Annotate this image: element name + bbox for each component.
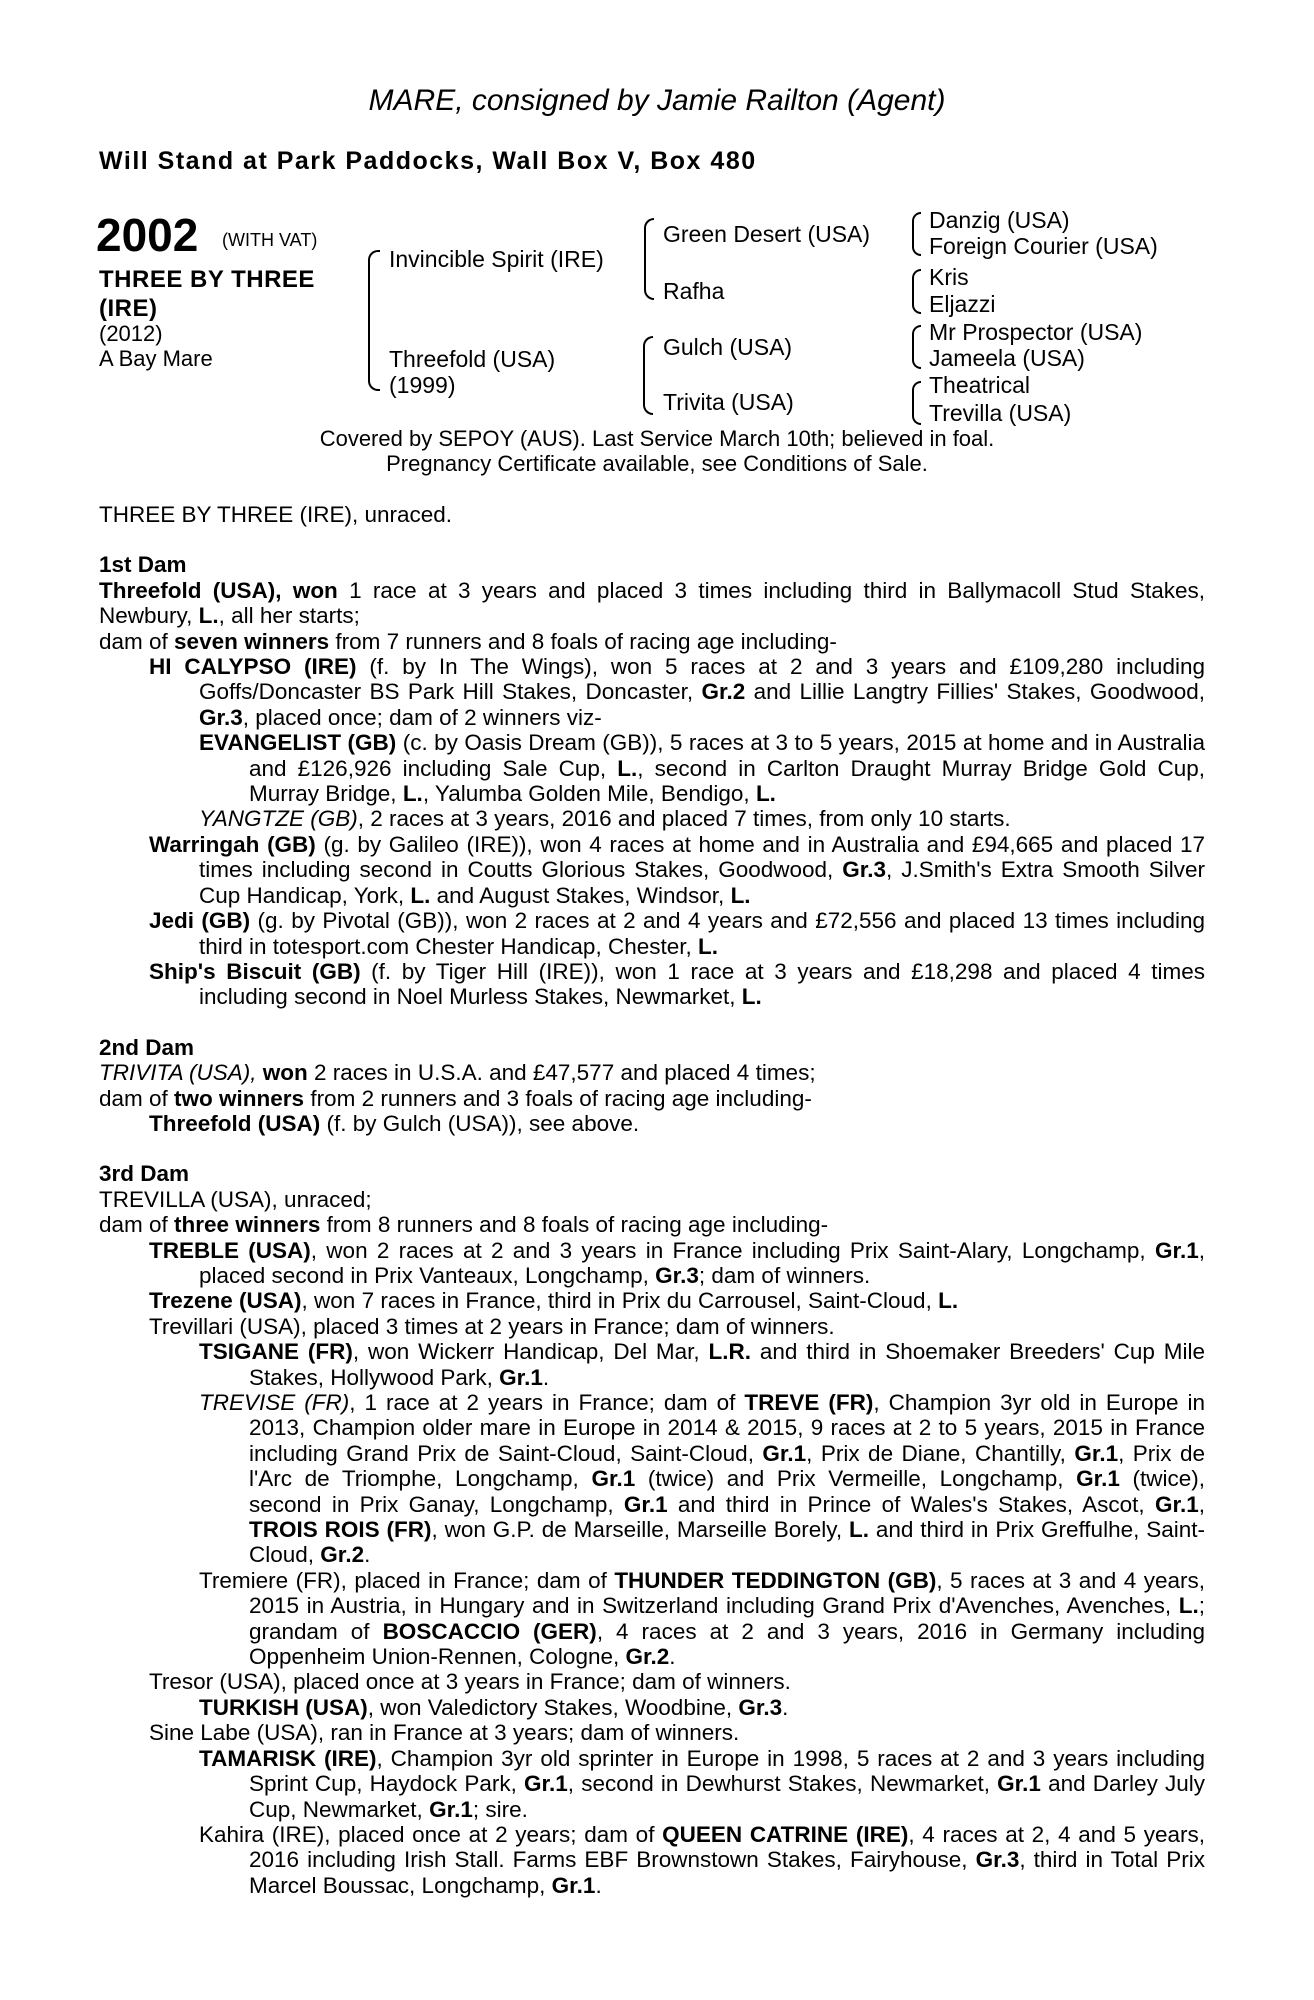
horse-year: (2012) [99, 321, 163, 346]
second-dam-produce: dam of two winners from 2 runners and 3 foals of racing age including- [99, 1085, 812, 1111]
consignor-heading: MARE, consigned by Jamie Railton (Agent) [368, 84, 946, 117]
pedigree-sd: Rafha [663, 278, 725, 304]
produce-sine-labe: Sine Labe (USA), ran in France at 3 years; dam of winners. [149, 1720, 740, 1746]
produce-trevillari: Trevillari (USA), placed 3 times at 2 years in France; dam of winners. [149, 1313, 835, 1339]
pedigree-brace-sd [912, 269, 921, 314]
pedigree-brace-ss [912, 212, 921, 256]
unraced-line: THREE BY THREE (IRE), unraced. [99, 502, 453, 527]
produce-evangelist: EVANGELIST (GB) (c. by Oasis Dream (GB)), 5 races at 3 to 5 years, 2015 at home and in Australia and £126,926 including Sale Cup, L., second in Carlton Draught Murray Bridge Gold Cup, Murray Bridge, L., Yalumba Golden Mile, Bendigo, L. [199, 730, 1205, 807]
covered-line2: Pregnancy Certificate available, see Conditions of Sale. [386, 451, 928, 476]
pedigree-dsd: Jameela (USA) [929, 345, 1085, 371]
pedigree-brace-main [368, 250, 380, 391]
produce-threefold: Threefold (USA) (f. by Gulch (USA)), see above. [149, 1110, 640, 1136]
third-dam-entry: TREVILLA (USA), unraced; [99, 1186, 372, 1212]
lot-number: 2002 [96, 209, 199, 261]
pedigree-brace-ds [912, 325, 921, 369]
pedigree-dds: Theatrical [929, 372, 1030, 398]
stand-location: Will Stand at Park Paddocks, Wall Box V, Box 480 [99, 147, 757, 175]
produce-record [99, 502, 1205, 1898]
pedigree-sire: Invincible Spirit (IRE) [389, 246, 604, 272]
covered-line1: Covered by SEPOY (AUS). Last Service March 10th; believed in foal. [319, 426, 995, 451]
produce-ships-biscuit: Ship's Biscuit (GB) (f. by Tiger Hill (IRE)), won 1 race at 3 years and £18,298 and placed 4 times including second in Noel Murless Stakes, Newmarket, L. [149, 958, 1205, 1010]
horse-name-line2: (IRE) [99, 295, 158, 322]
produce-trezene: Trezene (USA), won 7 races in France, third in Prix du Carrousel, Saint-Cloud, L. [149, 1288, 959, 1314]
pedigree-dam: Threefold (USA) [389, 346, 556, 372]
pedigree-brace-dd [912, 381, 921, 425]
pedigree-dd: Trivita (USA) [663, 389, 794, 415]
produce-treble: TREBLE (USA), won 2 races at 2 and 3 years in France including Prix Saint-Alary, Longchamp, Gr.1, placed second in Prix Vanteaux, Longchamp, Gr.3; dam of winners. [149, 1237, 1205, 1288]
third-dam-heading: 3rd Dam [99, 1161, 190, 1187]
pedigree-sdd: Eljazzi [929, 291, 996, 317]
produce-hi-calypso: HI CALYPSO (IRE) (f. by In The Wings), won 5 races at 2 and 3 years and £109,280 including Goffs/Doncaster BS Park Hill Stakes, Doncaster, Gr.2 and Lillie Langtry Fillies' Stakes, Goodwood, Gr.3, placed once; dam of 2 winners viz- [149, 654, 1205, 730]
horse-description: A Bay Mare [99, 346, 213, 371]
second-dam-heading: 2nd Dam [99, 1034, 195, 1060]
first-dam-entry: Threefold (USA), won 1 race at 3 years and placed 3 times including third in Ballymacoll Stud Stakes, Newbury, L., all her starts; [99, 577, 1205, 629]
pedigree-dss: Mr Prospector (USA) [929, 319, 1143, 345]
first-dam-produce: dam of seven winners from 7 runners and 8 foals of racing age including- [99, 628, 837, 654]
produce-tresor: Tresor (USA), placed once at 3 years in France; dam of winners. [149, 1669, 791, 1695]
pedigree-brace-sire [644, 218, 654, 300]
produce-kahira: Kahira (IRE), placed once at 2 years; dam of QUEEN CATRINE (IRE), 4 races at 2, 4 and 5 years, 2016 including Irish Stall. Farms EBF Brownstown Stakes, Fairyhouse, Gr.3, third in Total Prix Marcel Boussac, Longchamp, Gr.1. [199, 1821, 1205, 1898]
pedigree-sds: Kris [929, 264, 969, 290]
pedigree-ds: Gulch (USA) [663, 334, 793, 360]
second-dam-entry: TRIVITA (USA), won 2 races in U.S.A. and £47,577 and placed 4 times; [99, 1060, 816, 1086]
first-dam-heading: 1st Dam [99, 552, 187, 578]
horse-name-line1: THREE BY THREE [99, 266, 315, 293]
produce-trevise: TREVISE (FR), 1 race at 2 years in France; dam of TREVE (FR), Champion 3yr old in Europe in 2013, Champion older mare in Europe in 2014 & 2015, 9 races at 2 to 5 years, 2015 in France including Grand Prix de Saint-Cloud, Saint-Cloud, Gr.1, Prix de Diane, Chantilly, Gr.1, Prix de l'Arc de Triomphe, Longchamp, Gr.1 (twice) and Prix Vermeille, Longchamp, Gr.1 (twice), second in Prix Ganay, Longchamp, Gr.1 and third in Prince of Wales's Stakes, Ascot, Gr.1, TROIS ROIS (FR), won G.P. de Marseille, Marseille Borely, L. and third in Prix Greffulhe, Saint-Cloud, Gr.2. [199, 1390, 1206, 1568]
produce-warringah: Warringah (GB) (g. by Galileo (IRE)), won 4 races at home and in Australia and £94,665 and placed 17 times including second in Coutts Glorious Stakes, Goodwood, Gr.3, J.Smith's Extra Smooth Silver Cup Handicap, York, L. and August Stakes, Windsor, L. [149, 831, 1205, 908]
produce-yangtze: YANGTZE (GB), 2 races at 3 years, 2016 and placed 7 times, from only 10 starts. [199, 806, 1011, 832]
produce-tamarisk: TAMARISK (IRE), Champion 3yr old sprinter in Europe in 1998, 5 races at 2 and 3 years including Sprint Cup, Haydock Park, Gr.1, second in Dewhurst Stakes, Newmarket, Gr.1 and Darley July Cup, Newmarket, Gr.1; sire. [199, 1745, 1205, 1822]
vat-note: (WITH VAT) [222, 230, 318, 250]
pedigree-dam-year: (1999) [389, 372, 456, 398]
produce-tsigane: TSIGANE (FR), won Wickerr Handicap, Del Mar, L.R. and third in Shoemaker Breeders' Cup Mile Stakes, Hollywood Park, Gr.1. [199, 1339, 1205, 1390]
pedigree-sss: Danzig (USA) [929, 207, 1070, 233]
third-dam-produce: dam of three winners from 8 runners and 8 foals of racing age including- [99, 1212, 829, 1238]
produce-jedi: Jedi (GB) (g. by Pivotal (GB)), won 2 races at 2 and 4 years and £72,556 and placed 13 times including third in totesport.com Chester Handicap, Chester, L. [149, 908, 1205, 959]
produce-tremiere: Tremiere (FR), placed in France; dam of THUNDER TEDDINGTON (GB), 5 races at 3 and 4 years, 2015 in Austria, in Hungary and in Switzerland including Grand Prix d'Avenches, Avenches, L.; grandam of BOSCACCIO (GER), 4 races at 2 and 3 years, 2016 in Germany including Oppenheim Union-Rennen, Cologne, Gr.2. [199, 1567, 1206, 1670]
pedigree-ss: Green Desert (USA) [663, 221, 871, 247]
pedigree-ssd: Foreign Courier (USA) [929, 233, 1158, 259]
pedigree-ddd: Trevilla (USA) [929, 400, 1072, 426]
pedigree-brace-dam [643, 336, 653, 415]
produce-turkish: TURKISH (USA), won Valedictory Stakes, Woodbine, Gr.3. [199, 1694, 789, 1720]
